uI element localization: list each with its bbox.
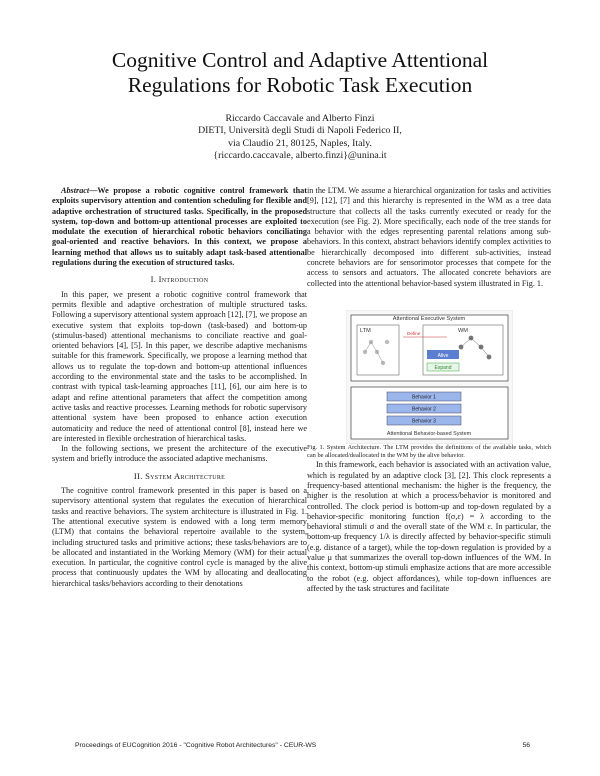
architecture-diagram xyxy=(347,311,512,443)
page-footer xyxy=(75,742,530,749)
alive-label: Alive xyxy=(437,352,448,359)
expand-label: Expand xyxy=(434,364,451,371)
architecture-figure xyxy=(346,310,513,444)
author-block xyxy=(100,113,500,163)
author-names: Riccardo Caccavale and Alberto Finzi xyxy=(225,113,375,124)
abstract-text: —We propose a robotic cognitive control framework that exploits supervisory attention and contention scheduling for flexible and adaptive orchestration of structured tasks. Specifically, in the proposed system, top-down and bottom-up attentional processes are exploited to modulate the execution of hierarchical robotic behaviors conciliating goal-oriented and reactive behaviors. In this context, we propose a learning method that allows us to suitably adapt task-based attentional regulations during the execution of structured tasks. xyxy=(52,186,307,268)
right-paragraph-1: in the LTM. We assume a hierarchical organization for tasks and activities [9], [12], [7] and this hierarchy is represented in the WM as a tree data structure that collects all the tasks currently executed or ready for the execution (see Fig. 2). More specifically, each node of the tree stands for a behavior with the edges representing parental relations among sub-behaviors. In this context, abstract behaviors identify complex activities to be hierarchically decomposed into different sub-activities, instead concrete behaviors are for sensorimotor processes that compete for the access to sensors and actuators. The allocated concrete behaviors are collected into the attentional behavior-based system illustrated in Fig. 1. xyxy=(307,186,551,288)
behavior-3-label: Behavior 3 xyxy=(411,418,436,425)
author-email: {riccardo.caccavale, alberto.finzi}@unina.it xyxy=(213,150,387,162)
executive-system-label: Attentional Executive System xyxy=(392,315,465,322)
abstract-label: Abstract xyxy=(61,186,90,195)
section-heading-introduction: I. Introduction xyxy=(150,274,209,285)
page-number: 56 xyxy=(522,742,530,749)
paper-title xyxy=(40,48,560,98)
title-line-1: Cognitive Control and Adaptive Attentional xyxy=(111,48,489,72)
proceedings-text: Proceedings of EUCognition 2016 - "Cognitive Robot Architectures" - CEUR-WS xyxy=(75,742,317,749)
figure-caption: Fig. 1. System Architecture. The LTM provides the definitions of the available tasks, which can be allocated/deallocated in the WM by the alive behavior. xyxy=(307,443,551,460)
left-column xyxy=(52,186,307,589)
right-paragraph-2: In this framework, each behavior is associated with an activation value, which is regulated by an adaptive clock [3], [2]. This clock represents a frequency-based attentional mechanism: the higher is the frequency, the higher is the resolution at which a process/behavior is monitored and controlled. The clock period is bottom-up and top-down regulated by a behavior-specific monitoring function f(σ,ε) = λ according to the behavioral stimuli σ and the overall state of the WM ε. In particular, the bottom-up frequency 1/λ is directly affected by behavior-specific stimuli (e.g. distance of a target), while the top-down regulation is provided by a value μ that summarizes the overall top-down influences of the WM. In this context, bottom-up stimuli emphasize actions that are more accessible to the robot (e.g. object affordances), while top-down influences are affected by the task structures and facilitate xyxy=(307,460,551,593)
behavior-1-label: Behavior 1 xyxy=(411,394,436,401)
behavior-system-label: Attentional Behavior-based System xyxy=(386,430,471,437)
ltm-label: LTM xyxy=(359,327,371,334)
define-label: Define xyxy=(406,330,420,336)
author-address: via Claudio 21, 80125, Naples, Italy. xyxy=(228,137,372,149)
section-heading-architecture: II. System Architecture xyxy=(133,470,226,481)
intro-paragraph-2: In the following sections, we present the architecture of the executive system and briefly introduce the associated adaptive mechanisms. xyxy=(52,444,307,464)
author-affiliation: DIETI, Università degli Studi di Napoli Federico II, xyxy=(198,125,402,137)
title-line-2: Regulations for Robotic Task Execution xyxy=(127,73,473,97)
behavior-2-label: Behavior 2 xyxy=(411,406,436,413)
wm-label: WM xyxy=(457,327,468,334)
abstract xyxy=(52,186,307,268)
architecture-paragraph-1: The cognitive control framework presented in this paper is based on a supervisory attentional system that regulates the execution of hierarchical tasks and reactive behaviors. The system architecture is illustrated in Fig. 1. The attentional executive system is endowed with a long term memory (LTM) that contains the behavioral repertoire available to the system, including structured tasks and primitive actions; these tasks/behaviors are to be allocated and instantiated in the Working Memory (WM) for their actual execution. In particular, the cognitive control cycle is managed by the alive process that continuously updates the WM by allocating and deallocating hierarchical tasks/behaviors according to their denotations xyxy=(52,486,307,588)
right-column xyxy=(307,186,551,594)
intro-paragraph-1: In this paper, we present a robotic cognitive control framework that permits flexible and adaptive orchestration of multiple structured tasks. Following a supervisory attentional system approach [12], [7], we propose an executive system that exploits top-down (task-based) and bottom-up (stimulus-based) attentional mechanisms to conciliate reactive and goal-oriented behaviors [4], [5]. In this paper, we describe adaptive mechanisms suitable for this framework. Specifically, we propose a learning method that allows us to regulate the top-down and bottom-up attentional influences according to the environmental state and the tasks to be accomplished. In contrast with typical task-learning approaches [11], [6], our aim here is to adapt and refine attentional parameters that affect the competition among active tasks and reactive processes. Learning methods for robotic supervisory attentional system have been proposed to enhance action execution automaticity and reduce the need of attentional control [8], instead here we are interested in flexible orchestration of hierarchical tasks. xyxy=(52,289,307,443)
ltm-node xyxy=(384,340,388,344)
